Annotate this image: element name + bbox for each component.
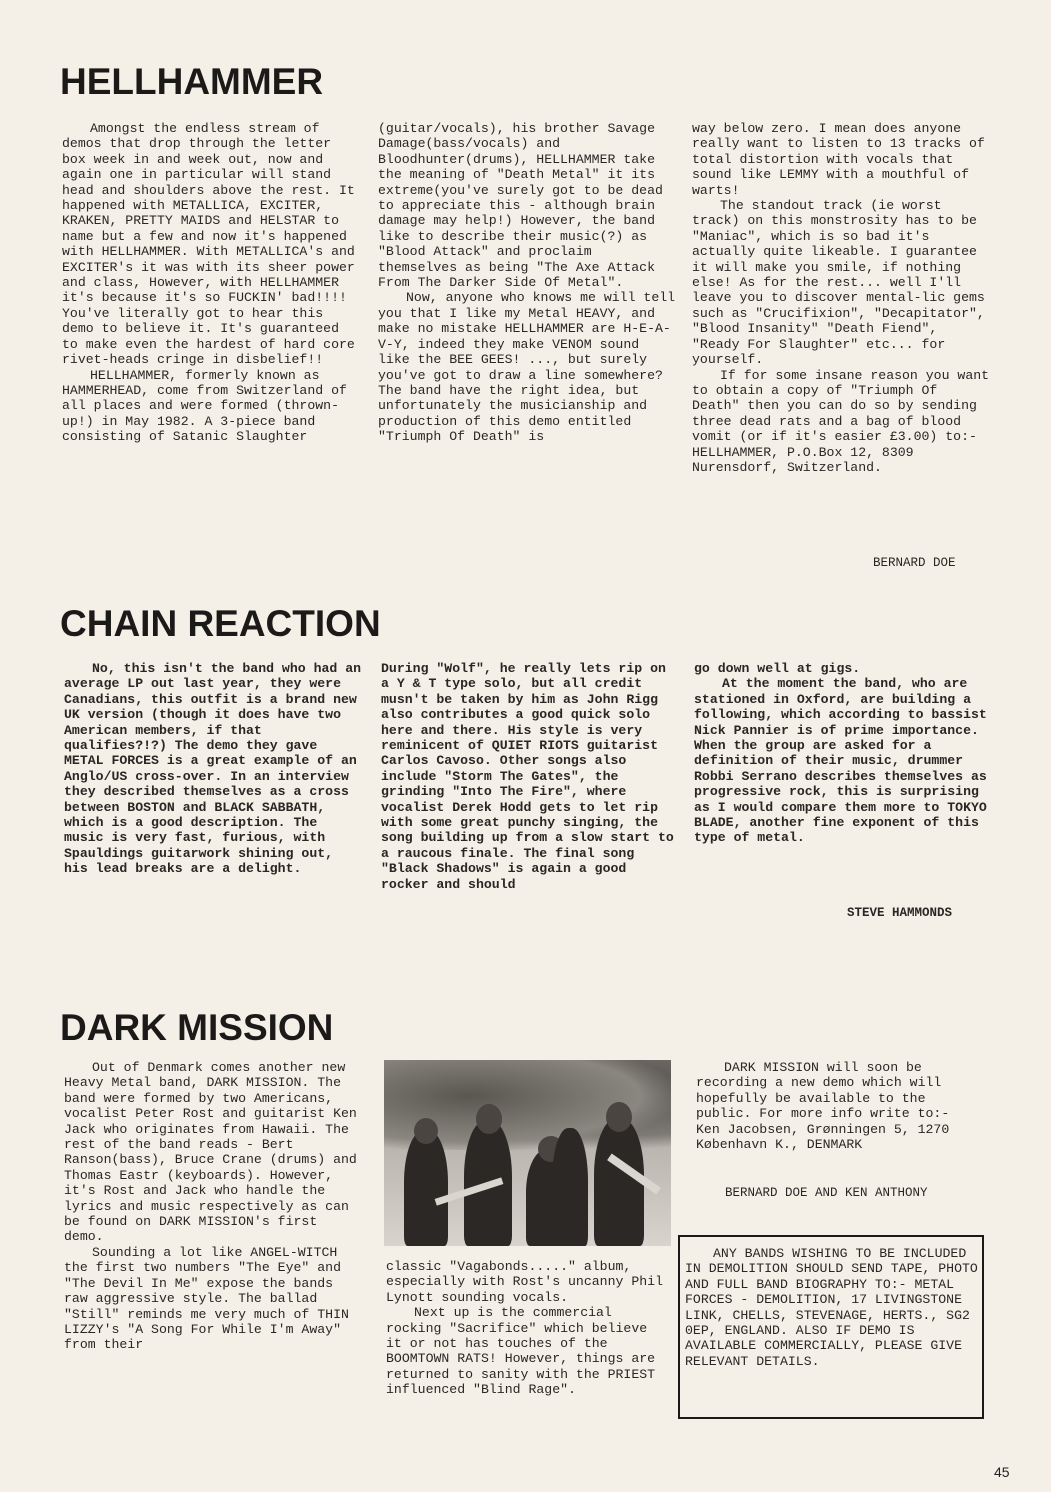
chain-reaction-column-3 xyxy=(694,661,992,846)
paragraph: classic "Vagabonds....." album, especially with Rost's uncanny Phil Lynott sounding vocals. xyxy=(386,1259,663,1305)
page-number: 45 xyxy=(994,1464,1010,1480)
paragraph: way below zero. I mean does anyone really want to listen to 13 tracks of total distortion with vocals that sound like LEMMY with a mouthful of warts! xyxy=(692,121,985,198)
paragraph: go down well at gigs. xyxy=(694,661,861,676)
dark-mission-column-2 xyxy=(386,1259,670,1398)
paragraph: DARK MISSION will soon be recording a new demo which will hopefully be available to the public. For more info write to:- Ken Jacobsen, Grønningen 5, 1270 København K., DENMARK xyxy=(696,1060,950,1153)
paragraph: (guitar/vocals), his brother Savage Damage(bass/vocals) and Bloodhunter(drums), HELLHAMMER take the meaning of "Death Metal" it its extreme(you've surely got to be dead to appreciate this - although brain damage may help!) However, the band like to describe their music(?) as "Blood Attack" and proclaim themselves as being "The Axe Attack From The Darker Side Of Metal". xyxy=(378,121,663,291)
paragraph: Now, anyone who knows me will tell you that I like my Metal HEAVY, and make no mistake HELLHAMMER are H-E-A-V-Y, indeed they make VENOM sound like the BEE GEES! ..., but surely you've got to draw a line somewhere? The band have the right idea, but unfortunately the musicianship and production of this demo entitled "Triumph Of Death" is xyxy=(378,290,676,445)
hellhammer-column-2 xyxy=(378,121,676,445)
paragraph: The standout track (ie worst track) on this monstrosity has to be "Maniac", which is so bad it's actually quite likeable. I guarantee it will make you smile, if nothing else! As for the rest... well I'll leave you to discover mental-lic gems such as "Crucifixion", "Decapitator", "Blood Insanity" "Death Fiend", "Ready For Slaughter" etc... for yourself. xyxy=(692,198,985,368)
paragraph: During "Wolf", he really lets rip on a Y & T type solo, but all credit musn't be taken by him as John Rigg also contributes a good quick solo here and there. His style is very reminicent of QUIET RIOTS guitarist Carlos Cavoso. Other songs also include "Storm The Gates", the grinding "Into The Fire", where vocalist Derek Hodd gets to let rip with some great punchy singing, the song building up from a slow start to a raucous finale. The final song "Black Shadows" is again a good rocker and should xyxy=(381,661,674,892)
hellhammer-heading: HELLHAMMER xyxy=(60,61,324,102)
photo-figure-head xyxy=(476,1104,502,1134)
notice-text-block xyxy=(685,1246,981,1369)
chain-reaction-heading: CHAIN REACTION xyxy=(60,603,381,644)
chain-reaction-column-1 xyxy=(64,661,362,877)
hellhammer-column-3 xyxy=(692,121,990,475)
band-photo xyxy=(384,1060,671,1246)
notice-text: ANY BANDS WISHING TO BE INCLUDED IN DEMOLITION SHOULD SEND TAPE, PHOTO AND FULL BAND BIOGRAPHY TO:- METAL FORCES - DEMOLITION, 17 LIVINGSTONE LINK, CHELLS, STEVENAGE, HERTS., SG2 0EP, ENGLAND. ALSO IF DEMO IS AVAILABLE COMMERCIALLY, PLEASE GIVE RELEVANT DETAILS. xyxy=(685,1246,978,1369)
paragraph: No, this isn't the band who had an average LP out last year, they were Canadians, this outfit is a brand new UK version (though it does have two American members, if that qualifies?!?) The demo they gave METAL FORCES is a great example of an Anglo/US cross-over. In an interview they described themselves as a cross between BOSTON and BLACK SABBATH, which is a good description. The music is very fast, furious, with Spauldings guitarwork shining out, his lead breaks are a delight. xyxy=(64,661,362,877)
photo-figure xyxy=(552,1128,588,1246)
paragraph: At the moment the band, who are stationed in Oxford, are building a following, which according to bassist Nick Pannier is of prime importance. When the group are asked for a definition of their music, drummer Robbi Serrano describes themselves as progressive rock, this is surprising as I would compare them more to TOKYO BLADE, another fine exponent of this type of metal. xyxy=(694,676,987,846)
paragraph: Next up is the commercial rocking "Sacrifice" which believe it or not has touches of the BOOMTOWN RATS! However, things are returned to sanity with the PRIEST influenced "Blind Rage". xyxy=(386,1305,656,1398)
paragraph: Sounding a lot like ANGEL-WITCH the first two numbers "The Eye" and "The Devil In Me" expose the bands raw aggressive style. The ballad "Still" reminds me very much of THIN LIZZY's "A Song For While I'm Away" from their xyxy=(64,1244,349,1353)
dark-mission-column-1 xyxy=(64,1060,360,1353)
hellhammer-byline: BERNARD DOE xyxy=(873,556,956,570)
paragraph: HELLHAMMER, formerly known as HAMMERHEAD, come from Switzerland of all places and were formed (thrown-up!) in May 1982. A 3-piece band consisting of Satanic Slaughter xyxy=(62,367,347,445)
dark-mission-heading: DARK MISSION xyxy=(60,1007,334,1048)
chain-reaction-byline: STEVE HAMMONDS xyxy=(847,906,953,920)
paragraph: If for some insane reason you want to obtain a copy of "Triumph Of Death" then you can do so by sending three dead rats and a bag of blood vomit (or if it's easier £3.00) to:- HELLHAMMER, P.O.Box 12, 8309 Nurensdorf, Switzerland. xyxy=(692,367,990,475)
paragraph: Amongst the endless stream of demos that drop through the letter box week in and week out, now and again one in particular will stand head and shoulders above the rest. It happened with METALLICA, EXCITER, KRAKEN, PRETTY MAIDS and HELSTAR to name but a few and now it's happened with HELLHAMMER. With METALLICA's and EXCITER's it was with its sheer power and class, However, with HELLHAMMER it's because it's so FUCKIN' bad!!!! You've literally got to hear this demo to believe it. It's guaranteed to make even the hardest of hard core rivet-heads cringe in disbelief!! xyxy=(62,121,355,368)
paragraph: Out of Denmark comes another new Heavy Metal band, DARK MISSION. The band were formed by two Americans, vocalist Peter Rost and guitarist Ken Jack who originates from Hawaii. The rest of the band reads - Bert Ranson(bass), Bruce Crane (drums) and Thomas Eastr (keyboards). However, it's Rost and Jack who handle the lyrics and music respectively as can be found on DARK MISSION's first demo. xyxy=(64,1060,357,1245)
dark-mission-column-3 xyxy=(696,1060,980,1152)
photo-figure-head xyxy=(606,1102,632,1132)
dark-mission-byline: BERNARD DOE AND KEN ANTHONY xyxy=(725,1186,928,1200)
photo-figure-head xyxy=(414,1118,438,1144)
photo-figure xyxy=(404,1130,448,1246)
submission-notice-box xyxy=(678,1235,984,1419)
chain-reaction-column-2 xyxy=(381,661,679,892)
photo-figure xyxy=(594,1118,644,1246)
hellhammer-column-1 xyxy=(62,121,360,445)
